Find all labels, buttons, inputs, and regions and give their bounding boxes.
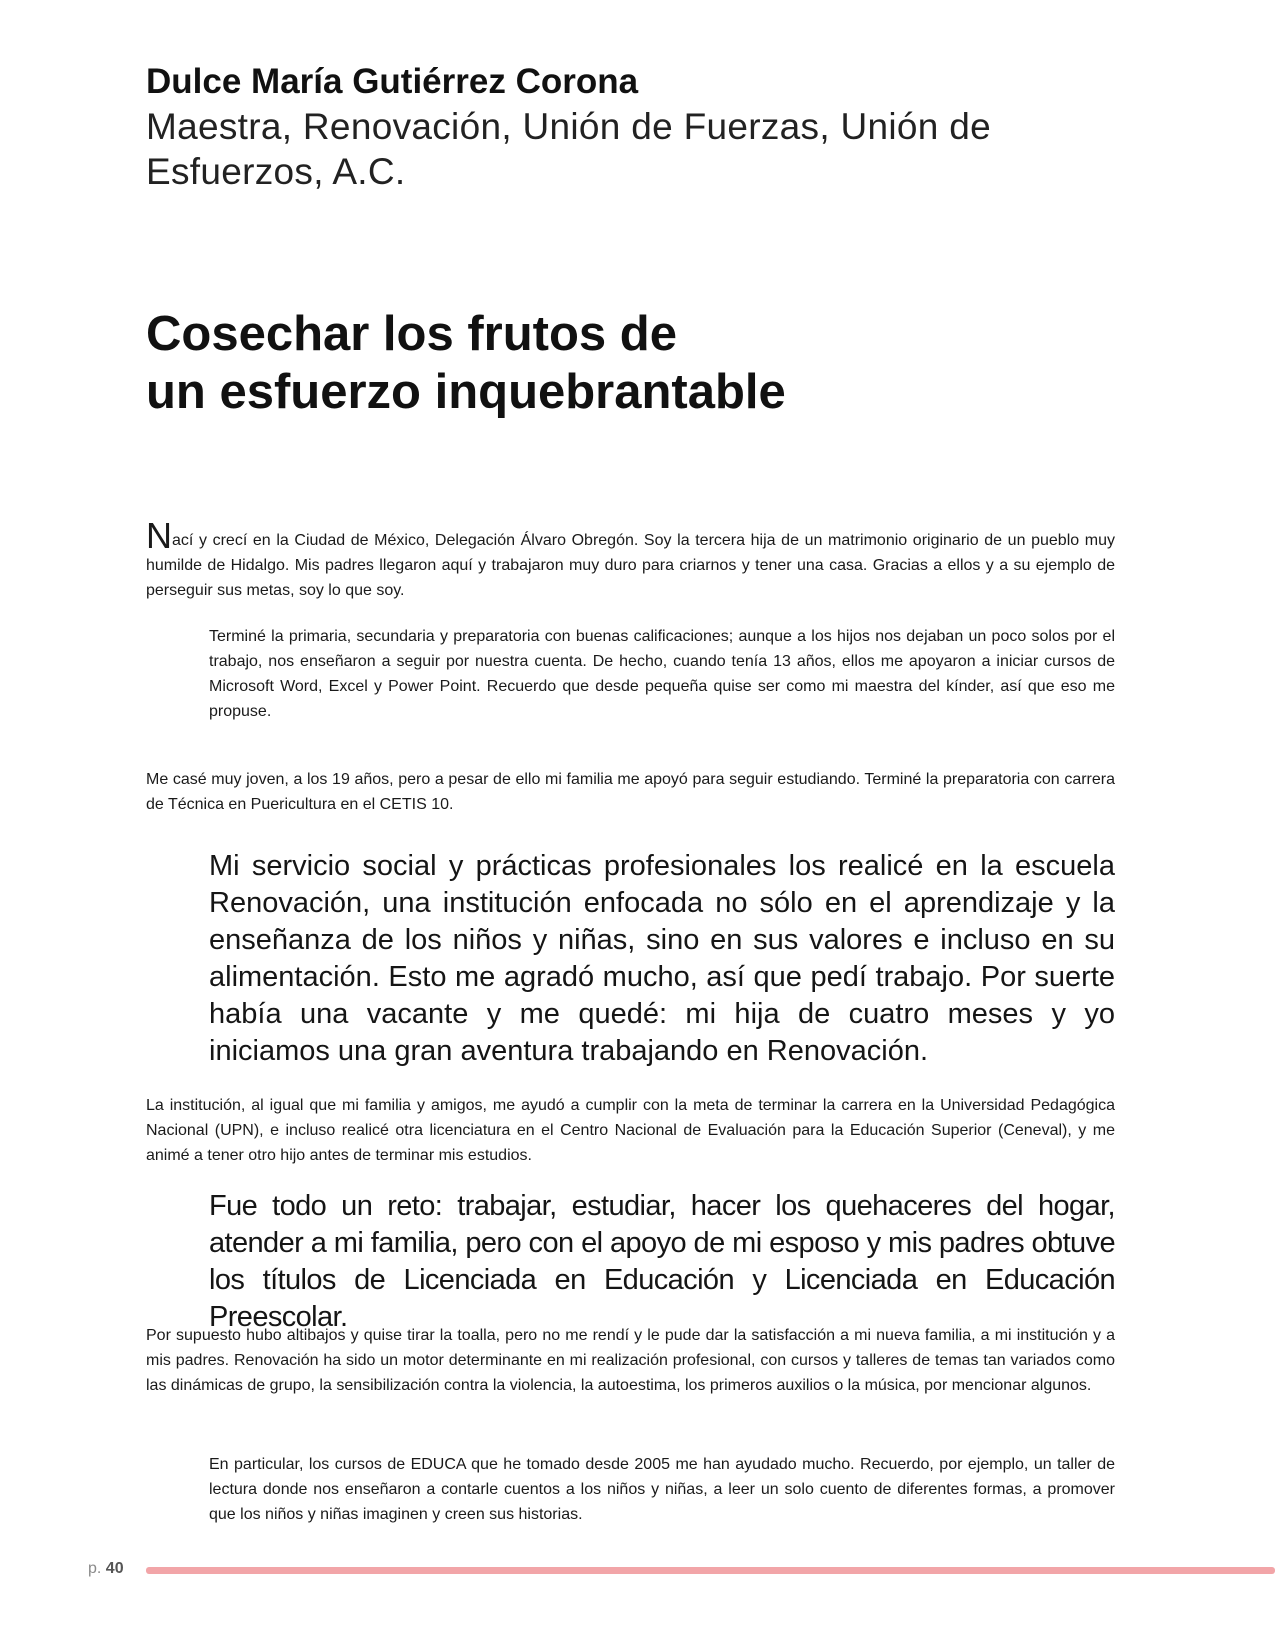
footer-accent-bar bbox=[146, 1567, 1275, 1574]
article-title bbox=[146, 305, 1146, 421]
paragraph-educa: En particular, los cursos de EDUCA que he tomado desde 2005 me han ayudado mucho. Recuerdo, por ejemplo, un taller de lectura donde nos enseñaron a contarle cuentos a los niños y niñas, a leer un solo cuento de diferentes formas, a promover que los niños y niñas imaginen y creen sus historias. bbox=[209, 1456, 1115, 1523]
title-line-2: un esfuerzo inquebrantable bbox=[146, 365, 786, 419]
pull-quote-challenge: Fue todo un reto: trabajar, estudiar, hacer los quehaceres del hogar, atender a mi familia, pero con el apoyo de mi esposo y mis padres obtuve los títulos de Licenciada en Educación y Licenciada en Educación Preescolar. bbox=[209, 1190, 1115, 1333]
paragraph-institution: La institución, al igual que mi familia y amigos, me ayudó a cumplir con la meta de terminar la carrera en la Universidad Pedagógica Nacional (UPN), e incluso realicé otra licenciatura en el Centro Nacional de Evaluación para la Educación Superior (Ceneval), y me animé a tener otro hijo antes de terminar mis estudios. bbox=[146, 1097, 1115, 1164]
paragraph-intro bbox=[146, 515, 1115, 603]
paragraph-marriage: Me casé muy joven, a los 19 años, pero a pesar de ello mi familia me apoyó para seguir estudiando. Terminé la preparatoria con carrera de Técnica en Puericultura en el CETIS 10. bbox=[146, 771, 1115, 813]
paragraph-intro-text: ací y crecí en la Ciudad de México, Delegación Álvaro Obregón. Soy la tercera hija de un matrimonio originario de un pueblo muy humilde de Hidalgo. Mis padres llegaron aquí y trabajaron muy duro para criarnos y tener una casa. Gracias a ellos y a su ejemplo de perseguir sus metas, soy lo que soy. bbox=[146, 532, 1115, 599]
page-number bbox=[88, 1560, 124, 1578]
page-prefix: p. bbox=[88, 1560, 102, 1577]
drop-initial: N bbox=[146, 515, 172, 556]
paragraph-perseverance: Por supuesto hubo altibajos y quise tirar la toalla, pero no me rendí y le pude dar la satisfacción a mi nueva familia, a mi institución y a mis padres. Renovación ha sido un motor determinante en mi realización profesional, con cursos y talleres de temas tan variados como las dinámicas de grupo, la sensibilización contra la violencia, la autoestima, los primeros auxilios o la música, por mencionar algunos. bbox=[146, 1327, 1115, 1394]
page-number-value: 40 bbox=[105, 1560, 124, 1577]
title-line-1: Cosechar los frutos de bbox=[146, 307, 677, 361]
pull-quote-service: Mi servicio social y prácticas profesionales los realicé en la escuela Renovación, una institución enfocada no sólo en el aprendizaje y la enseñanza de los niños y niñas, sino en sus valores e incluso en su alimentación. Esto me agradó mucho, así que pedí trabajo. Por suerte había una vacante y me quedé: mi hija de cuatro meses y yo iniciamos una gran aventura trabajando en Renovación. bbox=[209, 850, 1115, 1067]
author-role: Maestra, Renovación, Unión de Fuerzas, Unión de Esfuerzos, A.C. bbox=[146, 106, 991, 192]
author-name: Dulce María Gutiérrez Corona bbox=[146, 62, 639, 101]
paragraph-school: Terminé la primaria, secundaria y preparatoria con buenas calificaciones; aunque a los hijos nos dejaban un poco solos por el trabajo, nos enseñaron a seguir por nuestra cuenta. De hecho, cuando tenía 13 años, ellos me apoyaron a iniciar cursos de Microsoft Word, Excel y Power Point. Recuerdo que desde pequeña quise ser como mi maestra del kínder, así que eso me propuse. bbox=[209, 628, 1115, 720]
